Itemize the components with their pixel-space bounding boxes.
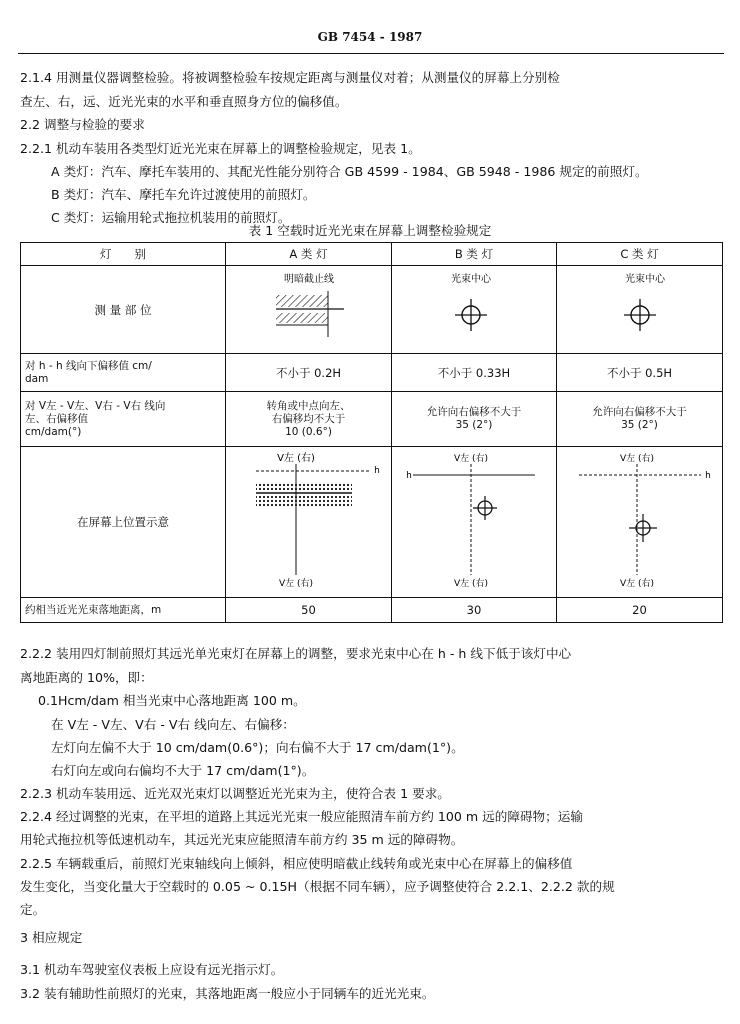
beam-center-diagram-b [399, 269, 549, 347]
paragraph-2-1-4-line-2: 查左、右，远、近光光束的水平和垂直照身方位的偏移值。 [20, 94, 348, 109]
screen-b-v-top: V左 (右) [453, 453, 489, 464]
pattern-c-cell [557, 266, 723, 354]
screen-position-label: 在屏幕上位置示意 [21, 447, 226, 598]
paragraph-2-2-3: 2.2.3 机动车装用远、近光双光束灯以调整近光光束为主，使符合表 1 要求。 [20, 786, 450, 801]
header-type-b: B 类 灯 [392, 243, 557, 266]
section-2-2-heading: 2.2 调整与检验的要求 [20, 117, 145, 132]
screen-a-v-bottom: V左 (右) [278, 578, 313, 589]
down-offset-label-line-2: dam [25, 372, 49, 385]
lr-offset-label [21, 392, 226, 447]
distance-label: 约相当近光光束落地距离，m [21, 598, 226, 623]
pattern-b-label: 光束中心 [451, 274, 491, 286]
distance-c: 20 [557, 598, 723, 623]
table-row-measure [21, 266, 723, 354]
distance-a: 50 [226, 598, 392, 623]
down-offset-label-line-1: 对 h - h 线向下偏移值 cm/ [25, 359, 152, 372]
header-lamp-type: 灯 别 [21, 243, 226, 266]
paragraph-2-2-4-line-2: 用轮式拖拉机等低速机动车，其远光光束应能照清车前方约 35 m 远的障碍物。 [20, 832, 464, 847]
lr-offset-c [557, 392, 723, 447]
type-a-definition: A 类灯：汽车、摩托车装用的、其配光性能分别符合 GB 4599 - 1984、GB 5948 - 1986 规定的前照灯。 [51, 164, 648, 179]
lr-offset-a-line-3: 10 (0.6°) [285, 425, 332, 438]
paragraph-2-1-4-line-1: 2.1.4 用测量仪器调整检验。将被调整检验车按规定距离与测量仪对着；从测量仪的屏幕上分别检 [20, 70, 560, 85]
table-row-screen-position [21, 447, 723, 598]
paragraph-2-2-2-line-1: 2.2.2 装用四灯制前照灯其远光单光束灯在屏幕上的调整，要求光束中心在 h - h 线下低于该灯中心 [20, 646, 572, 661]
screen-a-v-top: V左 (右) [276, 452, 315, 464]
lr-offset-a-line-1: 转角或中点向左、 [266, 399, 351, 412]
measure-label: 测 量 部 位 [21, 266, 226, 354]
pattern-a-label: 明暗截止线 [283, 274, 334, 286]
screen-c-h-label: h [704, 470, 711, 481]
formula-line-4: 右灯向左或向右偏均不大于 17 cm/dam(1°)。 [51, 763, 315, 778]
type-b-definition: B 类灯：汽车、摩托车允许过渡使用的前照灯。 [51, 187, 316, 202]
paragraph-2-2-5-line-2: 发生变化，当变化量大于空载时的 0.05 ~ 0.15H（根据不同车辆），应予调整使符合 2.2.1、2.2.2 款的规 [20, 879, 615, 894]
header-type-c: C 类 灯 [557, 243, 723, 266]
lr-offset-b-line-2: 35 (2°) [455, 419, 493, 432]
paragraph-3-2: 3.2 装有辅助性前照灯的光束，其落地距离一般应小于同辆车的近光光束。 [20, 986, 435, 1001]
table-row-lr-offset [21, 392, 723, 447]
pattern-b-cell [392, 266, 557, 354]
paragraph-2-2-1: 2.2.1 机动车装用各类型灯近光光束在屏幕上的调整检验规定，见表 1。 [20, 141, 421, 156]
screen-diagram-a-cell [226, 447, 392, 598]
screen-c-v-top: V左 (右) [619, 453, 654, 464]
paragraph-2-2-4-line-1: 2.2.4 经过调整的光束，在平坦的道路上其远光光束一般应能照清车前方约 100 m 远的障碍物；运输 [20, 809, 583, 824]
distance-b: 30 [392, 598, 557, 623]
down-offset-b: 不小于 0.33H [392, 354, 557, 392]
down-offset-c: 不小于 0.5H [557, 354, 723, 392]
formula-line-2: 在 V左 - V左、V右 - V右 线向左、右偏移： [51, 717, 295, 732]
header-rule [18, 53, 724, 54]
document-header: GB 7454 - 1987 [317, 30, 423, 44]
screen-diagram-b [399, 451, 549, 591]
down-offset-label [21, 354, 226, 392]
cutoff-pattern-diagram [234, 269, 384, 347]
lr-offset-b [392, 392, 557, 447]
lr-offset-a [226, 392, 392, 447]
screen-b-h-label: h [406, 470, 412, 481]
lr-offset-b-line-1: 允许向右偏移不大于 [426, 406, 522, 419]
header-type-a: A 类 灯 [226, 243, 392, 266]
beam-center-diagram-c [565, 269, 715, 347]
formula-line-1: 0.1Hcm/dam 相当光束中心落地距离 100 m。 [38, 693, 306, 708]
screen-b-v-bottom: V左 (右) [453, 578, 489, 589]
lr-offset-label-line-2: 左、右偏移值 [25, 412, 88, 425]
screen-diagram-a [234, 451, 384, 591]
screen-diagram-b-cell [392, 447, 557, 598]
table-row-down-offset [21, 354, 723, 392]
screen-a-h-label: h [373, 465, 380, 476]
paragraph-2-2-2-line-2: 离地距离的 10%，即： [20, 670, 153, 685]
pattern-a-cell [226, 266, 392, 354]
paragraph-3-1: 3.1 机动车驾驶室仪表板上应设有远光指示灯。 [20, 962, 284, 977]
pattern-c-label: 光束中心 [624, 274, 665, 286]
lr-offset-label-line-1: 对 V左 - V左、V右 - V右 线向 [25, 399, 166, 412]
adjustment-table [20, 242, 723, 623]
table-caption: 表 1 空载时近光光束在屏幕上调整检验规定 [248, 223, 492, 238]
lr-offset-a-line-2: 右偏移均不大于 [271, 412, 346, 425]
lr-offset-label-line-3: cm/dam(°) [25, 425, 82, 438]
table-header-row [21, 243, 723, 266]
table-row-distance [21, 598, 723, 623]
down-offset-a: 不小于 0.2H [226, 354, 392, 392]
paragraph-2-2-5-line-1: 2.2.5 车辆载重后，前照灯光束轴线向上倾斜，相应使明暗截止线转角或光束中心在屏幕上的偏移值 [20, 856, 573, 871]
type-c-definition: C 类灯：运输用轮式拖拉机装用的前照灯。 [51, 210, 291, 225]
section-3-heading: 3 相应规定 [20, 930, 83, 945]
screen-c-v-bottom: V左 (右) [619, 578, 654, 589]
screen-diagram-c [565, 451, 715, 591]
screen-diagram-c-cell [557, 447, 723, 598]
lr-offset-c-line-2: 35 (2°) [621, 419, 658, 432]
formula-line-3: 左灯向左偏不大于 10 cm/dam(0.6°)；向右偏不大于 17 cm/dam(1°)。 [51, 740, 464, 755]
lr-offset-c-line-1: 允许向右偏移不大于 [592, 406, 687, 419]
paragraph-2-2-5-line-3: 定。 [20, 902, 46, 917]
